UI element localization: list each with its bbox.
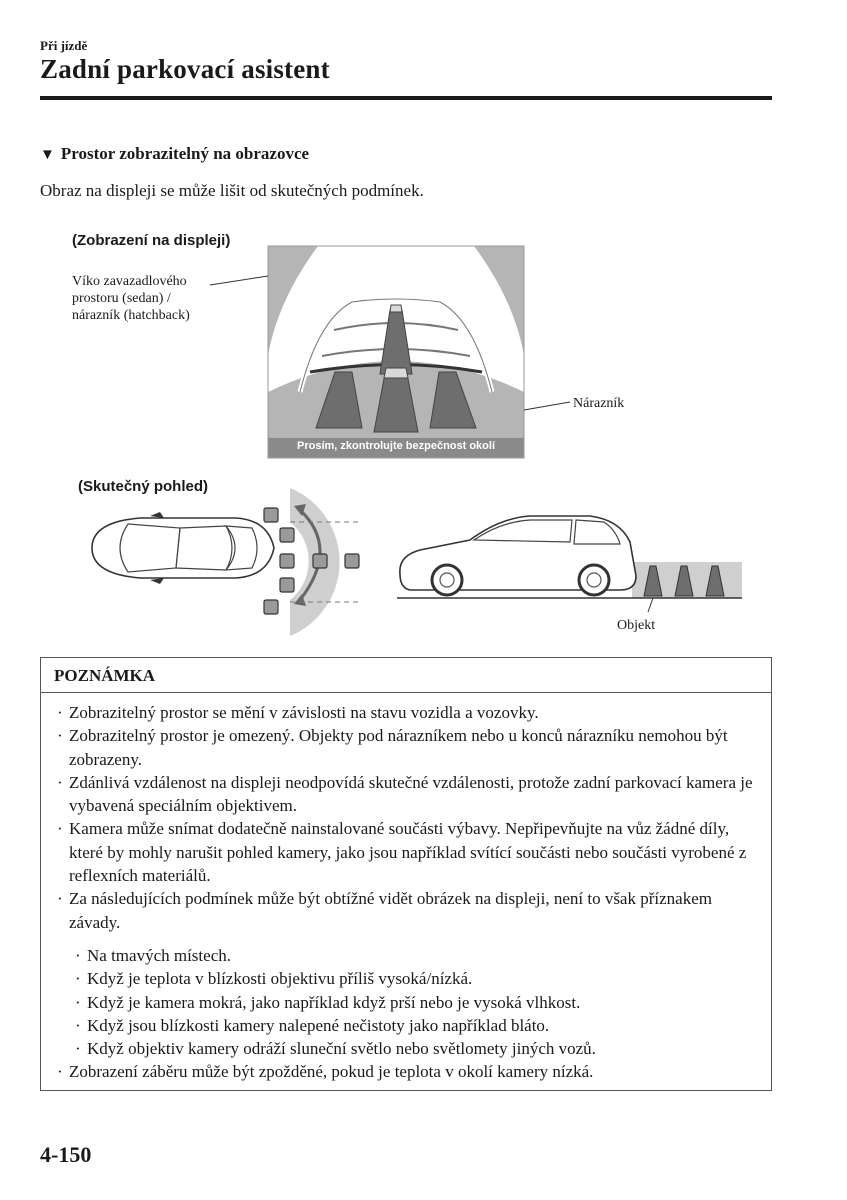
- screen-banner: Prosím, zkontrolujte bezpečnost okolí: [296, 440, 496, 452]
- display-view-label: (Zobrazení na displeji): [72, 232, 231, 249]
- subheading-text: Prostor zobrazitelný na obrazovce: [60, 144, 310, 163]
- display-screen: [268, 246, 524, 458]
- note-subitem: · Když objektiv kamery odráží sluneční světlo nebo světlomety jiných vozů.: [41, 1037, 771, 1060]
- callout-trunk-line-1: Víko zavazadlového: [72, 274, 187, 289]
- note-subitem: · Když je kamera mokrá, jako například když prší nebo je vysoká vlhkost.: [41, 991, 771, 1014]
- callout-bumper: Nárazník: [573, 396, 625, 411]
- car-top-view: [92, 512, 274, 584]
- triangle-marker-icon: ▼: [40, 147, 55, 163]
- note-subitem: · Když jsou blízkosti kamery nalepené nečistoty jako například bláto.: [41, 1014, 771, 1037]
- note-subitem: · Když je teplota v blízkosti objektivu příliš vysoká/nízká.: [41, 967, 771, 990]
- note-item: · Za následujících podmínek může být obtížné vidět obrázek na displeji, není to však příznakem závady.: [41, 887, 771, 934]
- note-heading: POZNÁMKA: [41, 658, 771, 693]
- callout-trunk-line-3: nárazník (hatchback): [72, 308, 190, 323]
- side-view-cones: [644, 566, 724, 596]
- intro-text: Obraz na displeji se může lišit od skutečných podmínek.: [40, 181, 424, 200]
- section-label: Při jízdě: [40, 38, 88, 53]
- actual-view-label: (Skutečný pohled): [78, 478, 209, 495]
- callout-trunk-line-2: prostoru (sedan) /: [72, 291, 171, 306]
- note-box: [40, 657, 772, 1091]
- note-item: · Zdánlivá vzdálenost na displeji neodpovídá skutečné vzdálenosti, protože zadní parkovací kamera je vybavená speciálním objektivem.: [41, 771, 771, 818]
- note-item: · Zobrazitelný prostor je omezený. Objekty pod nárazníkem nebo u konců nárazníku nemohou být zobrazeny.: [41, 724, 771, 771]
- note-subitem: · Na tmavých místech.: [41, 944, 771, 967]
- note-item: · Zobrazení záběru může být zpožděné, pokud je teplota v okolí kamery nízká.: [41, 1060, 771, 1083]
- callout-object: Objekt: [617, 618, 656, 633]
- callout-trunk-lid: [72, 273, 190, 324]
- note-list: [41, 693, 771, 1084]
- page-number: 4-150: [40, 1142, 92, 1167]
- note-item: · Kamera může snímat dodatečně nainstalované součásti výbavy. Nepřipevňujte na vůz žádné díly, které by mohly narušit pohled kamery, jako jsou například svítící součásti nebo součásti vyrobené z reflexních materiálů.: [41, 817, 771, 887]
- page-title: Zadní parkovací asistent: [40, 54, 330, 84]
- note-item: · Zobrazitelný prostor se mění v závislosti na stavu vozidla a vozovky.: [41, 701, 771, 724]
